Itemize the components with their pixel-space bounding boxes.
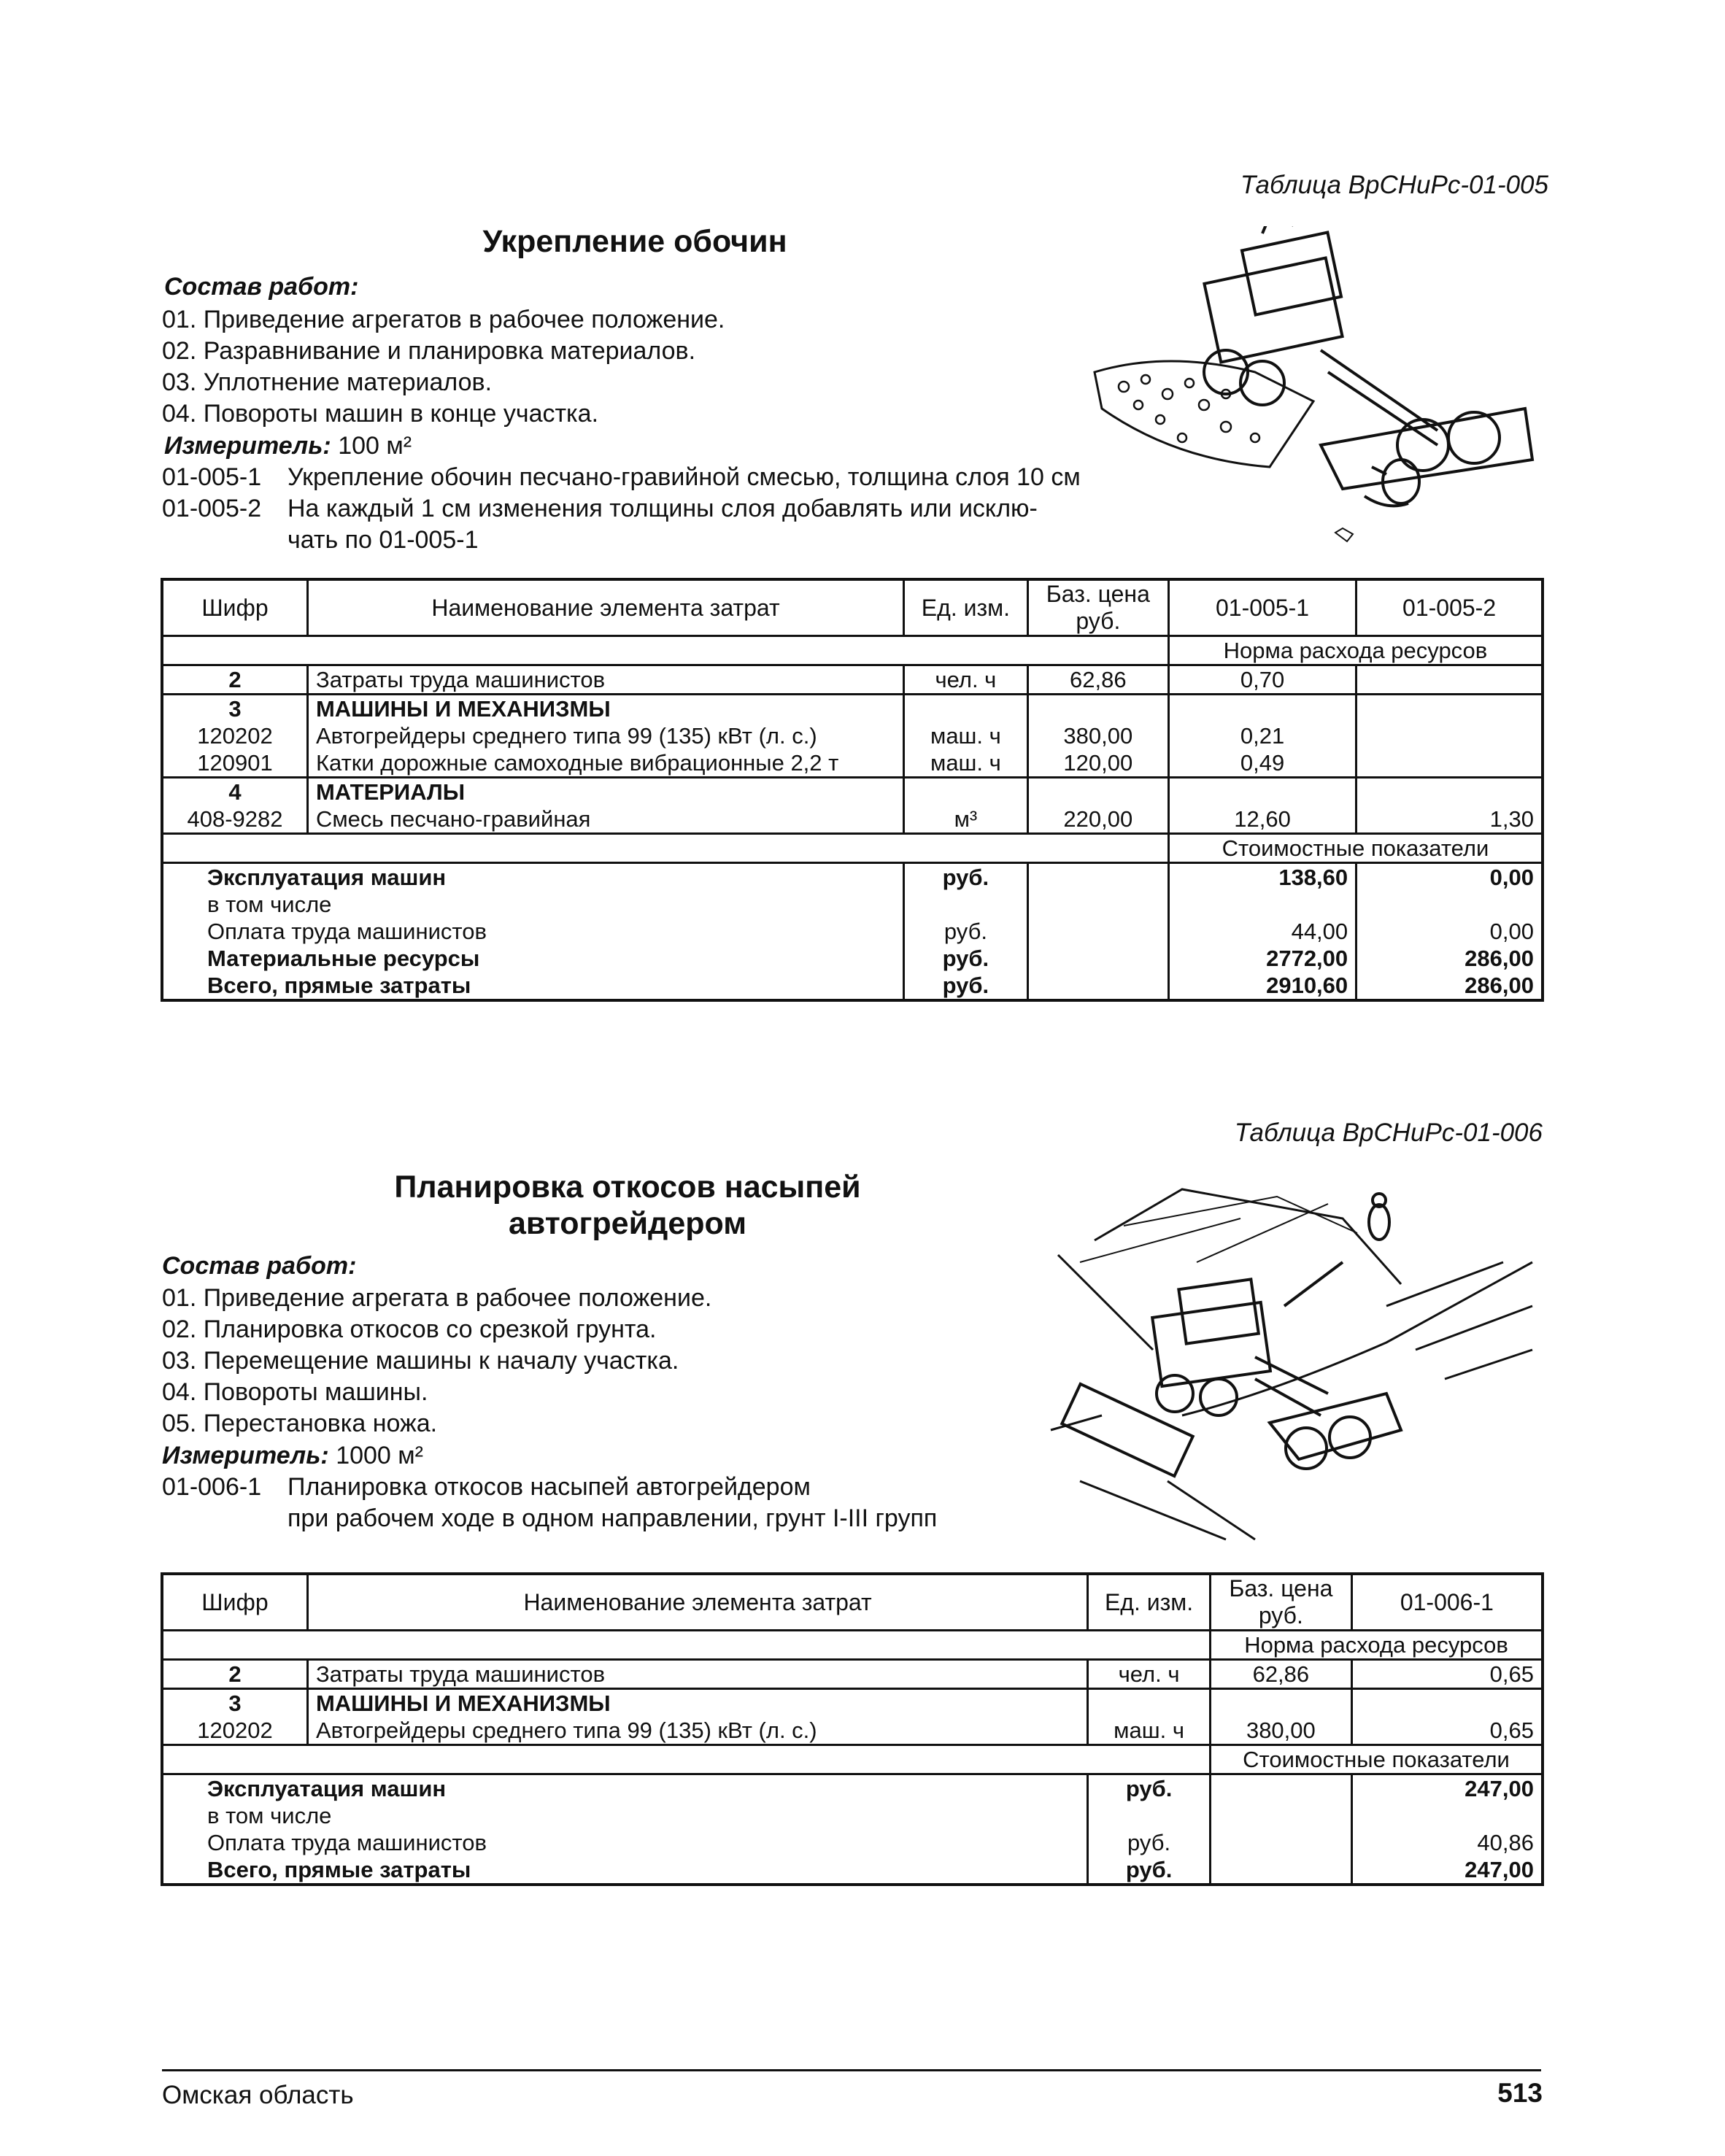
cost-row xyxy=(162,972,1543,1000)
cost-row xyxy=(162,918,1543,945)
section-row xyxy=(162,636,1543,665)
col-header: Ед. изм. xyxy=(904,579,1028,636)
table-row xyxy=(162,778,1543,806)
measure-value: 100 м² xyxy=(338,432,412,460)
cost-value: 286,00 xyxy=(1357,945,1543,972)
cell-code: 3 xyxy=(162,695,307,723)
cost-value: 44,00 xyxy=(1168,918,1356,945)
item-text-continued: чать по 01-005-1 xyxy=(288,526,479,554)
table-row xyxy=(162,722,1543,749)
cost-value: 0,00 xyxy=(1357,918,1543,945)
slope-grader-illustration xyxy=(1036,1175,1547,1554)
item-code: 01-005-2 xyxy=(162,495,262,522)
steps-list-2 xyxy=(162,1283,711,1440)
measure-1 xyxy=(164,430,412,462)
item-text: На каждый 1 см изменения толщины слоя добавлять или исклю- xyxy=(288,495,1038,522)
item-row xyxy=(162,462,1081,493)
cost-row xyxy=(162,891,1543,918)
table-header-row xyxy=(162,579,1543,636)
page-number: 513 xyxy=(1497,2078,1543,2108)
cell-value xyxy=(1357,749,1543,778)
cell-code: 3 xyxy=(162,1689,307,1718)
cell-name: Автогрейдеры среднего типа 99 (135) кВт (л. с.) xyxy=(307,722,903,749)
cost-unit: руб. xyxy=(904,945,1028,972)
item-row xyxy=(162,1472,811,1503)
cell-code: 2 xyxy=(162,1660,307,1689)
step: 03. Уплотнение материалов. xyxy=(162,368,493,396)
measure-label: Измеритель: xyxy=(162,1442,329,1469)
step: 05. Перестановка ножа. xyxy=(162,1410,438,1437)
cell-unit xyxy=(904,778,1028,806)
step: 04. Повороты машины. xyxy=(162,1378,428,1406)
cost-value: 286,00 xyxy=(1357,972,1543,1000)
cell-code: 120901 xyxy=(162,749,307,778)
step: 04. Повороты машин в конце участка. xyxy=(162,400,599,428)
cell-value: 0,49 xyxy=(1168,749,1356,778)
cost-name: в том числе xyxy=(162,1802,1088,1829)
cell-value xyxy=(1168,695,1356,723)
cell-price: 380,00 xyxy=(1210,1717,1351,1745)
cell-price: 120,00 xyxy=(1027,749,1168,778)
cost-row xyxy=(162,945,1543,972)
cell-code: 408-9282 xyxy=(162,805,307,834)
cell-unit: маш. ч xyxy=(1088,1717,1211,1745)
cell-value: 0,65 xyxy=(1351,1717,1543,1745)
cell-price: 380,00 xyxy=(1027,722,1168,749)
table-row xyxy=(162,805,1543,834)
norm-label: Норма расхода ресурсов xyxy=(1210,1631,1543,1660)
title-line: автогрейдером xyxy=(508,1206,747,1241)
section-row xyxy=(162,834,1543,863)
col-header: Баз. цена руб. xyxy=(1210,1574,1351,1631)
cost-value: 247,00 xyxy=(1351,1774,1543,1803)
cell-price xyxy=(1027,778,1168,806)
composition-label-2: Состав работ: xyxy=(162,1252,357,1280)
cell-value xyxy=(1357,665,1543,695)
section-row xyxy=(162,1745,1543,1774)
col-header: 01-005-2 xyxy=(1357,579,1543,636)
item-code: 01-006-1 xyxy=(162,1473,262,1501)
cost-unit: руб. xyxy=(904,972,1028,1000)
cell-value: 0,21 xyxy=(1168,722,1356,749)
measure-value: 1000 м² xyxy=(336,1442,423,1469)
cost-row xyxy=(162,1856,1543,1885)
cell-value xyxy=(1357,778,1543,806)
cell-price: 62,86 xyxy=(1027,665,1168,695)
cost-name: Оплата труда машинистов xyxy=(162,918,904,945)
cell-unit xyxy=(904,695,1028,723)
cost-name: Эксплуатация машин xyxy=(162,1774,1088,1803)
section-title-1: Укрепление обочин xyxy=(482,224,787,259)
item-text-continued: при рабочем ходе в одном направлении, грунт I-III групп xyxy=(288,1504,938,1532)
step: 01. Приведение агрегата в рабочее положение. xyxy=(162,1284,712,1312)
table-row xyxy=(162,1717,1543,1745)
cell-code: 2 xyxy=(162,665,307,695)
steps-list-1 xyxy=(162,304,725,430)
composition-label-1: Состав работ: xyxy=(164,273,359,301)
cell-unit: м³ xyxy=(904,805,1028,834)
cost-name: Материальные ресурсы xyxy=(162,945,904,972)
table-caption-2: Таблица ВрСНиРс-01-006 xyxy=(1234,1118,1543,1147)
item-code: 01-005-1 xyxy=(162,463,262,491)
cell-name: Смесь песчано-гравийная xyxy=(307,805,903,834)
cell-unit: чел. ч xyxy=(904,665,1028,695)
motor-grader-illustration xyxy=(1080,226,1547,569)
table-caption-1: Таблица ВрСНиРс-01-005 xyxy=(1240,171,1548,199)
measure-2 xyxy=(162,1440,423,1472)
col-header: 01-005-1 xyxy=(1168,579,1356,636)
cell-name: Затраты труда машинистов xyxy=(307,1660,1087,1689)
cost-value: 138,60 xyxy=(1168,863,1356,892)
cost-row xyxy=(162,863,1543,892)
item-row xyxy=(162,493,1038,525)
norm-label: Норма расхода ресурсов xyxy=(1168,636,1543,665)
step: 01. Приведение агрегатов в рабочее положение. xyxy=(162,306,725,333)
col-header: Шифр xyxy=(162,579,307,636)
cost-name: Эксплуатация машин xyxy=(162,863,904,892)
cell-value: 0,70 xyxy=(1168,665,1356,695)
col-header: 01-006-1 xyxy=(1351,1574,1543,1631)
cost-name: в том числе xyxy=(162,891,904,918)
cell-code: 120202 xyxy=(162,722,307,749)
cell-unit: маш. ч xyxy=(904,749,1028,778)
section-title-2 xyxy=(336,1169,919,1242)
col-header: Наименование элемента затрат xyxy=(307,1574,1087,1631)
table-header-row xyxy=(162,1574,1543,1631)
cell-value xyxy=(1168,778,1356,806)
cost-value: 2910,60 xyxy=(1168,972,1356,1000)
table-row xyxy=(162,1689,1543,1718)
table-row xyxy=(162,1660,1543,1689)
cell-unit: маш. ч xyxy=(904,722,1028,749)
cost-value: 0,00 xyxy=(1357,863,1543,892)
cost-unit: руб. xyxy=(1088,1829,1211,1856)
cell-name: Катки дорожные самоходные вибрационные 2,2 т xyxy=(307,749,903,778)
cost-row xyxy=(162,1802,1543,1829)
cell-unit: чел. ч xyxy=(1088,1660,1211,1689)
cost-unit: руб. xyxy=(1088,1774,1211,1803)
cell-value: 0,65 xyxy=(1351,1660,1543,1689)
cost-row xyxy=(162,1774,1543,1803)
section-row xyxy=(162,1631,1543,1660)
resource-table-2 xyxy=(161,1572,1544,1886)
table-row xyxy=(162,695,1543,723)
cell-price: 62,86 xyxy=(1210,1660,1351,1689)
cell-name: МАШИНЫ И МЕХАНИЗМЫ xyxy=(307,695,903,723)
cost-value: 247,00 xyxy=(1351,1856,1543,1885)
cell-value xyxy=(1357,722,1543,749)
cell-code: 120202 xyxy=(162,1717,307,1745)
resource-table-1 xyxy=(161,578,1544,1002)
item-text: Планировка откосов насыпей автогрейдером xyxy=(288,1473,811,1501)
footer-region: Омская область xyxy=(162,2081,354,2109)
cost-value: 2772,00 xyxy=(1168,945,1356,972)
table-row xyxy=(162,665,1543,695)
cost-name: Всего, прямые затраты xyxy=(162,1856,1088,1885)
step: 02. Разравнивание и планировка материалов. xyxy=(162,337,696,365)
cost-value: 40,86 xyxy=(1351,1829,1543,1856)
cost-unit: руб. xyxy=(1088,1856,1211,1885)
cost-row xyxy=(162,1829,1543,1856)
cost-unit: руб. xyxy=(904,863,1028,892)
col-header: Наименование элемента затрат xyxy=(307,579,903,636)
cell-name: Автогрейдеры среднего типа 99 (135) кВт (л. с.) xyxy=(307,1717,1087,1745)
col-header: Шифр xyxy=(162,1574,307,1631)
cell-price: 220,00 xyxy=(1027,805,1168,834)
step: 03. Перемещение машины к началу участка. xyxy=(162,1347,679,1375)
cell-name: Затраты труда машинистов xyxy=(307,665,903,695)
item-text: Укрепление обочин песчано-гравийной смесью, толщина слоя 10 см xyxy=(288,463,1081,491)
col-header: Ед. изм. xyxy=(1088,1574,1211,1631)
col-header: Баз. цена руб. xyxy=(1027,579,1168,636)
cell-value: 12,60 xyxy=(1168,805,1356,834)
cost-name: Оплата труда машинистов xyxy=(162,1829,1088,1856)
cell-value: 1,30 xyxy=(1357,805,1543,834)
measure-label: Измеритель: xyxy=(164,432,331,460)
cell-value xyxy=(1357,695,1543,723)
cost-unit: руб. xyxy=(904,918,1028,945)
footer-rule xyxy=(162,2069,1541,2071)
cost-label: Стоимостные показатели xyxy=(1210,1745,1543,1774)
title-line: Планировка откосов насыпей xyxy=(394,1170,861,1205)
cell-price xyxy=(1027,695,1168,723)
table-row xyxy=(162,749,1543,778)
cell-name: МАШИНЫ И МЕХАНИЗМЫ xyxy=(307,1689,1087,1718)
cell-code: 4 xyxy=(162,778,307,806)
cost-label: Стоимостные показатели xyxy=(1168,834,1543,863)
cell-name: МАТЕРИАЛЫ xyxy=(307,778,903,806)
step: 02. Планировка откосов со срезкой грунта. xyxy=(162,1315,657,1343)
cost-name: Всего, прямые затраты xyxy=(162,972,904,1000)
